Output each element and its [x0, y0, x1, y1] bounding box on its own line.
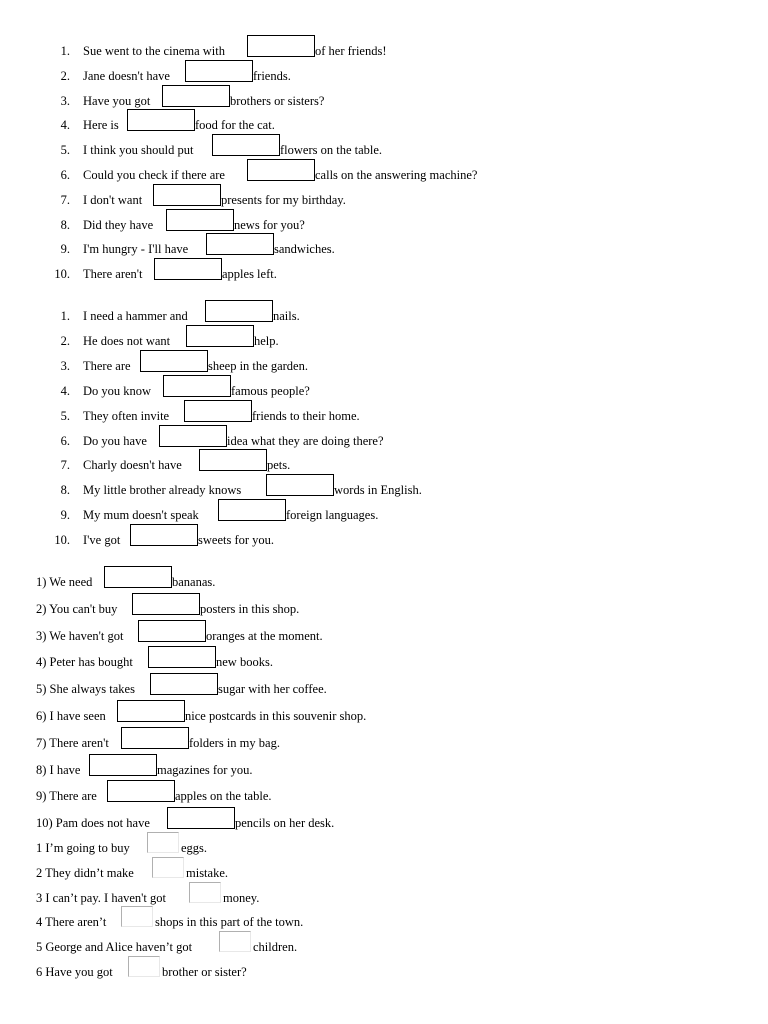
item-number: 6. — [60, 433, 70, 448]
item-number: 5. — [60, 408, 70, 423]
exercise-item — [0, 602, 768, 616]
sentence-start: 6) I have seen — [36, 709, 106, 723]
sentence-end: folders in my bag. — [189, 735, 280, 750]
item-number: 4. — [60, 118, 70, 133]
answer-blank-input[interactable] — [159, 425, 227, 447]
sentence-end: pets. — [267, 458, 291, 473]
sentence-end: sandwiches. — [274, 242, 335, 257]
answer-blank-input[interactable] — [148, 646, 216, 668]
sentence-start: Do you know — [83, 383, 152, 398]
item-number: 5. — [60, 143, 70, 158]
sentence-start: I'm hungry - I'll have — [83, 242, 189, 257]
answer-blank-input[interactable] — [185, 60, 253, 82]
answer-blank-input[interactable] — [121, 727, 189, 749]
answer-blank-input[interactable] — [147, 832, 179, 853]
sentence-end: shops in this part of the town. — [155, 915, 304, 930]
exercise-item — [0, 736, 768, 750]
sentence-end: of her friends! — [315, 44, 387, 58]
item-number: 4. — [60, 383, 70, 398]
sentence-end: news for you? — [234, 217, 305, 232]
sentence-end: foreign languages. — [286, 508, 379, 523]
exercise-item — [0, 44, 768, 58]
answer-blank-input[interactable] — [266, 474, 334, 496]
sentence-start: I don't want — [83, 192, 143, 207]
sentence-end: calls on the answering machine? — [315, 168, 478, 182]
item-number: 7. — [60, 192, 70, 207]
exercise-item — [0, 168, 768, 182]
sentence-start: 2 They didn’t make — [36, 865, 134, 880]
answer-blank-input[interactable] — [186, 325, 254, 347]
item-number: 9. — [60, 508, 70, 523]
sentence-start: 1) We need — [36, 575, 93, 589]
item-number: 8. — [60, 483, 70, 498]
exercise-item — [0, 69, 768, 83]
sentence-end: sheep in the garden. — [208, 358, 308, 373]
exercise-item — [0, 940, 768, 954]
answer-blank-input[interactable] — [154, 258, 222, 280]
answer-blank-input[interactable] — [132, 593, 200, 615]
answer-blank-input[interactable] — [166, 209, 234, 231]
answer-blank-input[interactable] — [163, 375, 231, 397]
answer-blank-input[interactable] — [150, 673, 218, 695]
sentence-end: posters in this shop. — [200, 601, 300, 616]
sentence-start: 6 Have you got — [36, 965, 113, 979]
sentence-end: money. — [223, 890, 260, 905]
answer-blank-input[interactable] — [140, 350, 208, 372]
answer-blank-input[interactable] — [130, 524, 198, 546]
exercise-item — [0, 193, 768, 207]
sentence-start: 8) I have — [36, 762, 81, 777]
exercise-item — [0, 409, 768, 423]
sentence-end: sugar with her coffee. — [218, 682, 327, 697]
answer-blank-input[interactable] — [219, 931, 251, 952]
exercise-item — [0, 533, 768, 547]
sentence-end: brothers or sisters? — [230, 93, 325, 108]
sentence-end: new books. — [216, 655, 273, 670]
exercise-item — [0, 816, 768, 830]
exercise-item — [0, 789, 768, 803]
answer-blank-input[interactable] — [89, 754, 157, 776]
exercise-item — [0, 709, 768, 723]
sentence-end: apples left. — [222, 267, 277, 282]
sentence-end: sweets for you. — [198, 533, 275, 548]
sentence-end: flowers on the table. — [280, 143, 383, 158]
sentence-start: 4) Peter has bought — [36, 655, 133, 670]
exercise-item — [0, 483, 768, 497]
sentence-start: I think you should put — [83, 143, 194, 158]
sentence-start: 7) There aren't — [36, 735, 109, 750]
answer-blank-input[interactable] — [184, 400, 252, 422]
sentence-start: Have you got — [83, 93, 151, 108]
exercise-item — [0, 384, 768, 398]
exercise-item — [0, 267, 768, 281]
sentence-start: Did they have — [83, 217, 154, 232]
exercise-item — [0, 458, 768, 472]
answer-blank-input[interactable] — [107, 780, 175, 802]
exercise-item — [0, 508, 768, 522]
sentence-end: famous people? — [231, 383, 310, 398]
sentence-start: 5 George and Alice haven’t got — [36, 940, 193, 955]
exercise-item — [0, 359, 768, 373]
sentence-end: apples on the table. — [175, 789, 272, 804]
sentence-start: Here is — [83, 118, 119, 133]
answer-blank-input[interactable] — [199, 449, 267, 471]
sentence-end: idea what they are doing there? — [227, 433, 384, 448]
sentence-end: mistake. — [186, 865, 229, 880]
sentence-start: Jane doesn't have — [83, 68, 170, 83]
answer-blank-input[interactable] — [205, 300, 273, 322]
sentence-start: 1 I’m going to buy — [36, 841, 130, 855]
exercise-item — [0, 682, 768, 696]
answer-blank-input[interactable] — [218, 499, 286, 521]
sentence-start: Could you check if there are — [83, 168, 225, 182]
item-number: 3. — [60, 93, 70, 108]
sentence-start: I've got — [83, 533, 121, 548]
sentence-end: friends to their home. — [252, 408, 360, 423]
item-number: 10. — [54, 267, 70, 282]
sentence-end: presents for my birthday. — [221, 192, 346, 207]
exercise-item — [0, 915, 768, 929]
answer-blank-input[interactable] — [127, 109, 195, 131]
answer-blank-input[interactable] — [121, 906, 153, 927]
answer-blank-input[interactable] — [153, 184, 221, 206]
answer-blank-input[interactable] — [138, 620, 206, 642]
item-number: 1. — [60, 44, 70, 58]
exercise-item — [0, 841, 768, 855]
item-number: 10. — [54, 533, 70, 548]
sentence-end: magazines for you. — [157, 762, 253, 777]
exercise-item — [0, 763, 768, 777]
sentence-start: Do you have — [83, 433, 147, 448]
sentence-start: 3) We haven't got — [36, 628, 124, 643]
sentence-end: eggs. — [181, 841, 208, 855]
answer-blank-input[interactable] — [206, 233, 274, 255]
exercise-item — [0, 118, 768, 132]
sentence-start: 3 I can’t pay. I haven't got — [36, 890, 166, 905]
sentence-end: children. — [253, 940, 298, 955]
item-number: 1. — [60, 309, 70, 323]
sentence-end: food for the cat. — [195, 118, 275, 133]
exercise-item — [0, 655, 768, 669]
sentence-start: 4 There aren’t — [36, 915, 107, 930]
item-number: 8. — [60, 217, 70, 232]
sentence-start: 9) There are — [36, 789, 97, 804]
sentence-start: My little brother already knows — [83, 483, 242, 498]
answer-blank-input[interactable] — [247, 35, 315, 57]
sentence-end: friends. — [253, 68, 291, 83]
answer-blank-input[interactable] — [152, 857, 184, 878]
sentence-start: 5) She always takes — [36, 682, 135, 697]
sentence-start: 2) You can't buy — [36, 601, 118, 616]
item-number: 2. — [60, 333, 70, 348]
sentence-end: help. — [254, 333, 279, 348]
item-number: 2. — [60, 68, 70, 83]
exercise-item — [0, 965, 768, 979]
exercise-item — [0, 629, 768, 643]
sentence-start: There aren't — [83, 267, 143, 282]
exercise-item — [0, 891, 768, 905]
sentence-end: words in English. — [334, 483, 422, 498]
exercise-item — [0, 309, 768, 323]
sentence-start: He does not want — [83, 333, 171, 348]
exercise-item — [0, 575, 768, 589]
answer-blank-input[interactable] — [117, 700, 185, 722]
sentence-start: They often invite — [83, 408, 170, 423]
sentence-start: Charly doesn't have — [83, 458, 182, 473]
answer-blank-input[interactable] — [247, 159, 315, 181]
sentence-end: nails. — [273, 309, 300, 323]
exercise-item — [0, 334, 768, 348]
sentence-end: pencils on her desk. — [235, 816, 335, 831]
sentence-end: nice postcards in this souvenir shop. — [185, 709, 367, 723]
exercise-item — [0, 143, 768, 157]
item-number: 6. — [60, 168, 70, 182]
exercise-item — [0, 242, 768, 256]
exercise-item — [0, 94, 768, 108]
exercise-item — [0, 218, 768, 232]
exercise-item — [0, 866, 768, 880]
exercise-item — [0, 434, 768, 448]
sentence-end: brother or sister? — [162, 965, 247, 979]
item-number: 9. — [60, 242, 70, 257]
sentence-start: My mum doesn't speak — [83, 508, 199, 523]
item-number: 3. — [60, 358, 70, 373]
answer-blank-input[interactable] — [162, 85, 230, 107]
sentence-end: oranges at the moment. — [206, 628, 323, 643]
answer-blank-input[interactable] — [212, 134, 280, 156]
sentence-start: Sue went to the cinema with — [83, 44, 225, 58]
answer-blank-input[interactable] — [189, 882, 221, 903]
sentence-start: I need a hammer and — [83, 309, 188, 323]
answer-blank-input[interactable] — [128, 956, 160, 977]
item-number: 7. — [60, 458, 70, 473]
sentence-end: bananas. — [172, 575, 216, 589]
answer-blank-input[interactable] — [167, 807, 235, 829]
sentence-start: There are — [83, 358, 131, 373]
answer-blank-input[interactable] — [104, 566, 172, 588]
sentence-start: 10) Pam does not have — [36, 816, 150, 831]
